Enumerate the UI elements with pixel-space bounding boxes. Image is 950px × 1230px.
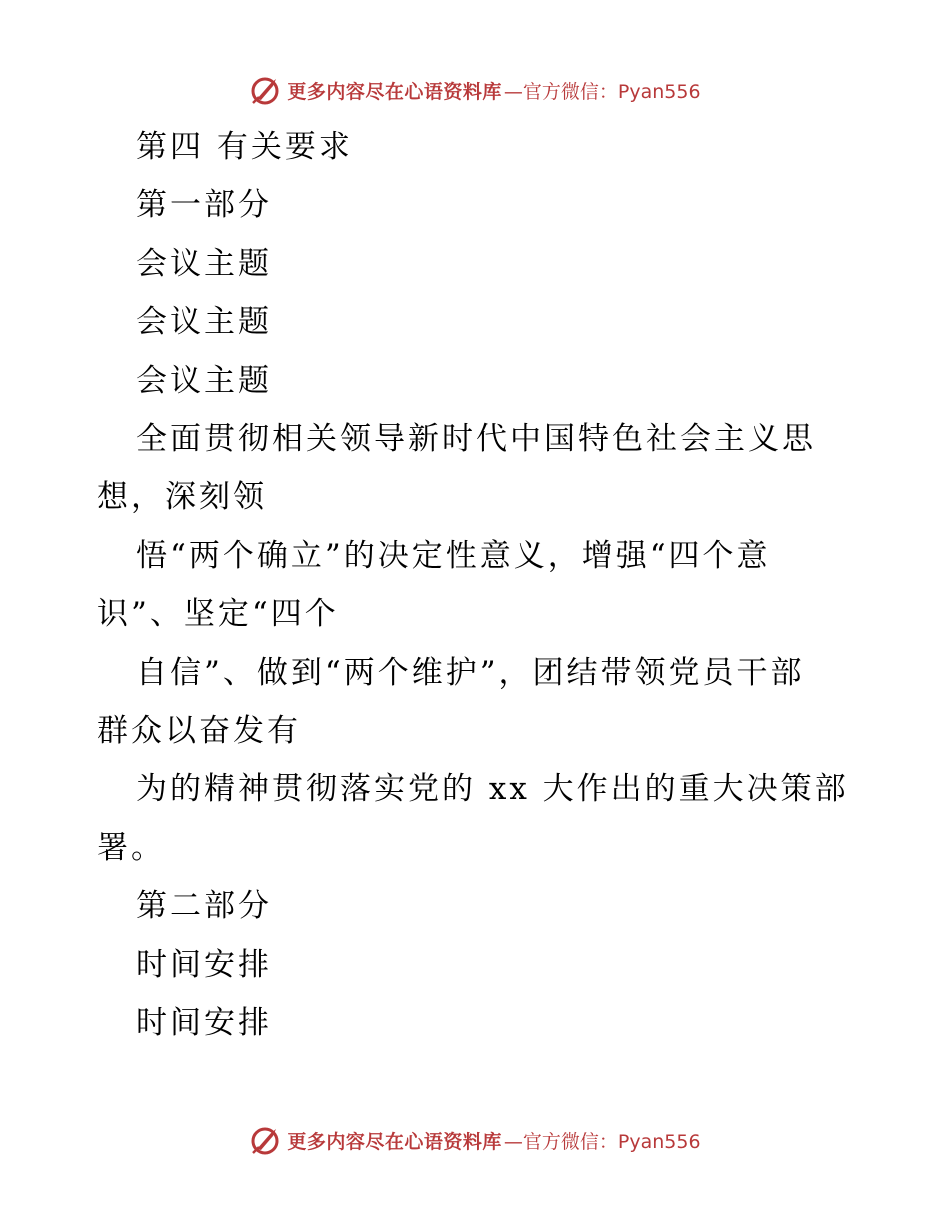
- text-line: 全面贯彻相关领导新时代中国特色社会主义思: [136, 421, 816, 458]
- text-line: 群众以奋发有: [97, 713, 301, 750]
- text-line: 识”、坚定“四个: [97, 596, 339, 633]
- header-watermark: [0, 70, 950, 110]
- watermark-main-text: 更多内容尽在心语资料库: [287, 1130, 502, 1153]
- watermark-sub-text: —官方微信：Pyan556: [503, 1130, 701, 1153]
- quill-pen-seal-icon: [249, 73, 283, 107]
- text-line: 悟“两个确立”的决定性意义，增强“四个意: [136, 537, 771, 574]
- document-body: [97, 118, 867, 1053]
- watermark-main-text: 更多内容尽在心语资料库: [287, 80, 502, 103]
- footer-watermark: [0, 1120, 950, 1160]
- quill-pen-seal-icon: [249, 1123, 283, 1157]
- text-line: 为的精神贯彻落实党的 xx 大作出的重大决策部: [136, 771, 849, 808]
- text-line: 第二部分: [136, 888, 272, 925]
- text-line: 想，深刻领: [97, 479, 267, 516]
- text-line: 自信”、做到“两个维护”，团结带领党员干部: [136, 654, 805, 691]
- text-line: 会议主题: [136, 304, 272, 341]
- text-line: 第一部分: [136, 187, 272, 224]
- text-line: 第四 有关要求: [136, 129, 353, 165]
- watermark-sub-text: —官方微信：Pyan556: [503, 80, 701, 103]
- text-line: 署。: [97, 829, 165, 866]
- text-line: 时间安排: [136, 1005, 272, 1042]
- text-line: 时间安排: [136, 946, 272, 983]
- text-line: 会议主题: [136, 362, 272, 399]
- text-line: 会议主题: [136, 245, 272, 282]
